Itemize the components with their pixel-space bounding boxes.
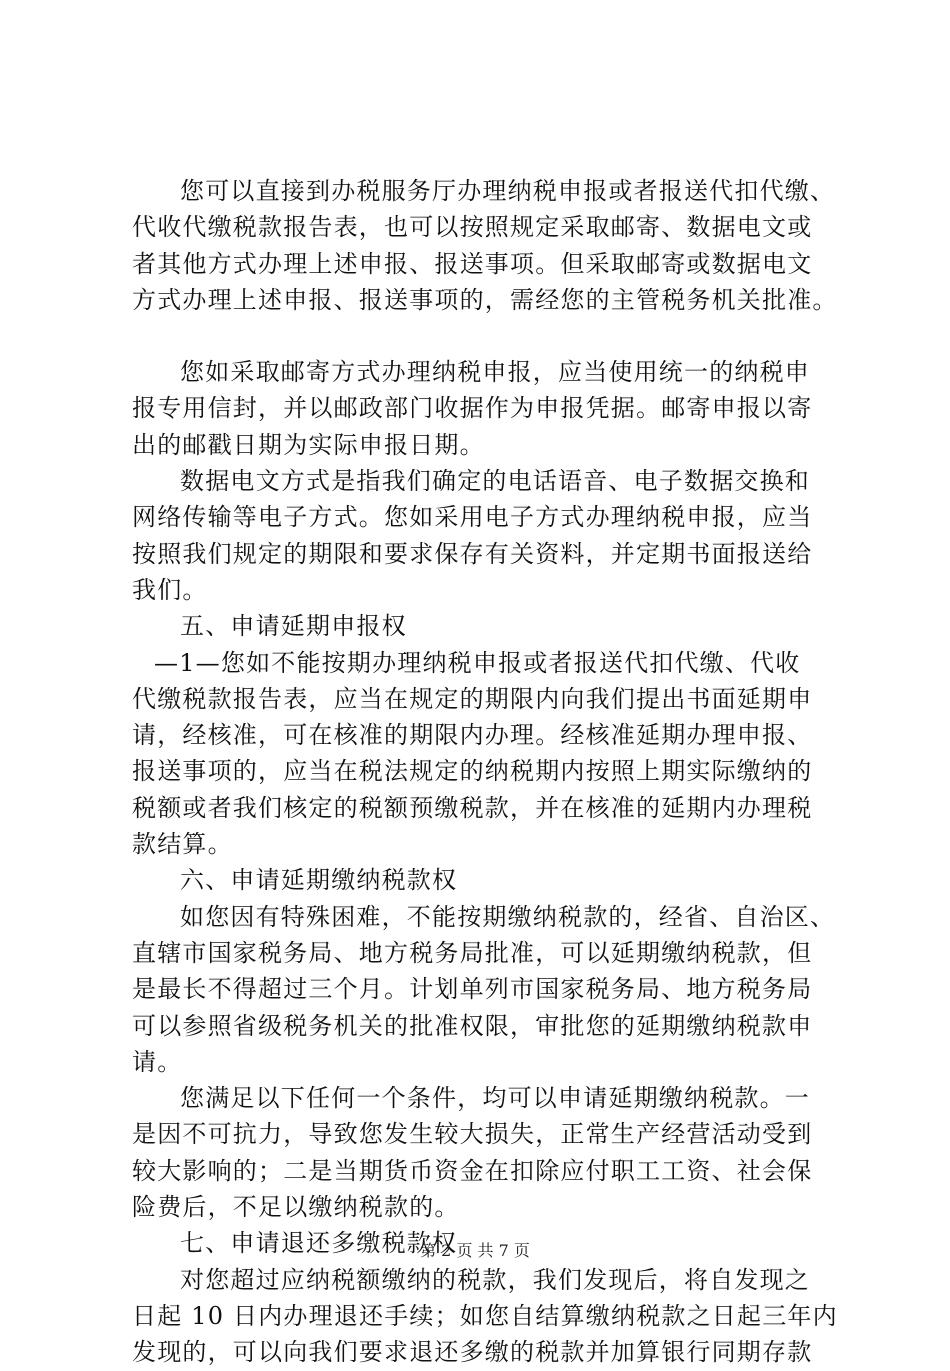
text-line: 五、申请延期申报权 — [180, 612, 407, 641]
text-line: 款结算。 — [132, 830, 233, 859]
text-line: 代缴税款报告表，应当在规定的期限内向我们提出书面延期申 — [132, 684, 813, 713]
text-line: 直辖市国家税务局、地方税务局批准，可以延期缴纳税款，但 — [132, 938, 813, 967]
text-line: 报专用信封，并以邮政部门收据作为申报凭据。邮寄申报以寄 — [132, 394, 813, 423]
text-line: 如您因有特殊困难，不能按期缴纳税款的，经省、自治区、 — [180, 902, 836, 931]
text-line: 我们。 — [132, 575, 208, 604]
paragraph — [132, 463, 832, 608]
text-line: 六、申请延期缴纳税款权 — [180, 866, 458, 895]
text-line: 方式办理上述申报、报送事项的，需经您的主管税务机关批准。 — [132, 285, 838, 314]
text-line: 日起 10 日内办理退还手续；如您自结算缴纳税款之日起三年内 — [132, 1301, 838, 1330]
text-line: 出的邮戳日期为实际申报日期。 — [132, 430, 485, 459]
text-line: 按照我们规定的期限和要求保存有关资料，并定期书面报送给 — [132, 539, 813, 568]
text-line: 数据电文方式是指我们确定的电话语音、电子数据交换和 — [180, 467, 810, 496]
text-line: 是最长不得超过三个月。计划单列市国家税务局、地方税务局 — [132, 975, 813, 1004]
paragraph — [132, 899, 836, 1080]
text-line: 险费后，不足以缴纳税款的。 — [132, 1193, 460, 1222]
text-line: 可以参照省级税务机关的批准权限，审批您的延期缴纳税款申 — [132, 1011, 813, 1040]
paragraph — [132, 1262, 838, 1371]
text-line: 请。 — [132, 1047, 183, 1076]
paragraph — [132, 354, 832, 463]
text-line: 您如采取邮寄方式办理纳税申报，应当使用统一的纳税申 — [180, 358, 810, 387]
paragraph — [132, 608, 832, 644]
paragraph — [132, 645, 832, 863]
text-line: —1—您如不能按期办理纳税申报或者报送代扣代缴、代收 — [154, 648, 801, 677]
text-line: 者其他方式办理上述申报、报送事项。但采取邮寄或数据电文 — [132, 249, 813, 278]
text-line: 对您超过应纳税额缴纳的税款，我们发现后，将自发现之 — [180, 1265, 810, 1294]
text-line: 发现的，可以向我们要求退还多缴的税款并加算银行同期存款 — [132, 1338, 813, 1367]
page-footer: 第 2 页 共 7 页 — [420, 1241, 530, 1260]
paragraph — [132, 173, 838, 318]
text-line: 您可以直接到办税服务厅办理纳税申报或者报送代扣代缴、 — [180, 177, 836, 205]
text-line: 网络传输等电子方式。您如采用电子方式办理纳税申报，应当 — [132, 503, 813, 532]
text-line: 税额或者我们核定的税额预缴税款，并在核准的延期内办理税 — [132, 793, 813, 822]
text-line: 七、申请退还多缴税款权 — [180, 1229, 458, 1258]
document-body — [132, 173, 838, 1371]
text-line: 您满足以下任何一个条件，均可以申请延期缴纳税款。一 — [180, 1084, 810, 1113]
text-line: 报送事项的，应当在税法规定的纳税期内按照上期实际缴纳的 — [132, 757, 813, 786]
text-line: 代收代缴税款报告表，也可以按照规定采取邮寄、数据电文或 — [132, 213, 813, 242]
paragraph — [132, 1080, 832, 1225]
text-line: 请，经核准，可在核准的期限内办理。经核准延期办理申报、 — [132, 721, 813, 750]
text-line: 较大影响的；二是当期货币资金在扣除应付职工工资、社会保 — [132, 1156, 813, 1185]
text-line: 是因不可抗力，导致您发生较大损失，正常生产经营活动受到 — [132, 1120, 813, 1149]
paragraph-spacer — [132, 318, 832, 354]
paragraph — [132, 862, 832, 898]
